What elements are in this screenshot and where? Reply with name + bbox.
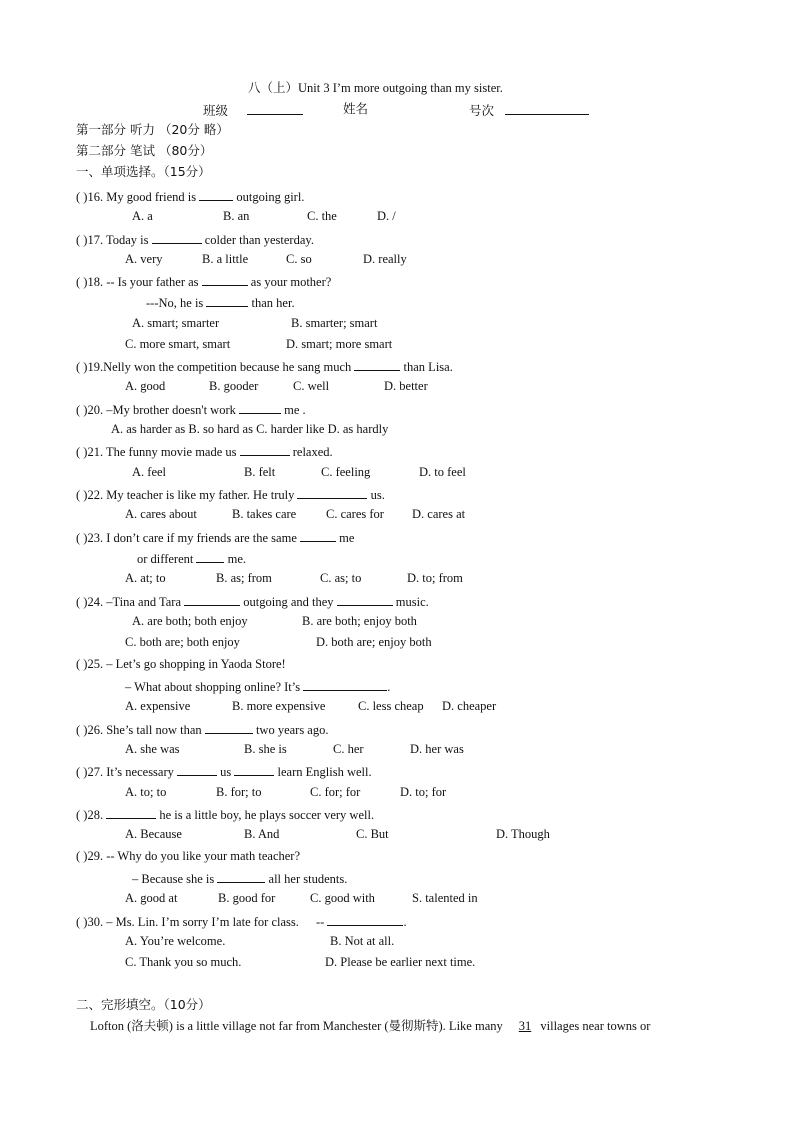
number-label: 号次: [469, 103, 495, 118]
question-25-line2: – What about shopping online? It’s .: [125, 680, 391, 694]
class-field: [203, 103, 303, 118]
option: A. are both; both enjoy: [132, 614, 248, 628]
question-20: ( )20. –My brother doesn't work me .: [76, 403, 306, 417]
blank[interactable]: [184, 594, 240, 606]
option: A. to; to: [125, 785, 167, 799]
question-25: ( )25. – Let’s go shopping in Yaoda Store!: [76, 657, 286, 671]
cloze-passage: Lofton (洛夫顿) is a little village not far from Manchester (曼彻斯特). Like many 31 villages near towns or: [90, 1019, 651, 1033]
option: C. the: [307, 209, 337, 223]
blank[interactable]: [303, 679, 387, 691]
option: B. good for: [218, 891, 276, 905]
option: A. expensive: [125, 699, 191, 713]
number-field: [469, 103, 589, 118]
question-30: ( )30. – Ms. Lin. I’m sorry I’m late for class. -- .: [76, 915, 407, 929]
option: B. are both; enjoy both: [302, 614, 417, 628]
option: B. she is: [244, 742, 287, 756]
option: C. for; for: [310, 785, 361, 799]
part2-heading: 第二部分 笔试 （80分）: [76, 143, 213, 158]
question-17: ( )17. Today is colder than yesterday.: [76, 233, 314, 247]
option: D. /: [377, 209, 396, 223]
part1-heading: 第一部分 听力 （20分 略）: [76, 122, 229, 137]
option: D. to feel: [419, 465, 466, 479]
option: B. And: [244, 827, 280, 841]
option: D. both are; enjoy both: [316, 635, 432, 649]
question-29-line2: – Because she is all her students.: [132, 872, 348, 886]
blank[interactable]: [240, 444, 290, 456]
blank[interactable]: [152, 232, 202, 244]
option: S. talented in: [412, 891, 478, 905]
question-19: ( )19.Nelly won the competition because he sang much than Lisa.: [76, 360, 453, 374]
option: D. Please be earlier next time.: [325, 955, 476, 969]
page-title: 八（上）Unit 3 I’m more outgoing than my sister.: [248, 81, 503, 95]
option: B. as; from: [216, 571, 272, 585]
option: A. good: [125, 379, 166, 393]
class-blank[interactable]: [247, 103, 303, 115]
option: B. gooder: [209, 379, 259, 393]
blank[interactable]: [202, 274, 248, 286]
options-line: A. as harder as B. so hard as C. harder like D. as hardly: [111, 422, 389, 436]
question-29: ( )29. -- Why do you like your math teacher?: [76, 849, 300, 863]
option: C. Thank you so much.: [125, 955, 242, 969]
class-label: 班级: [203, 103, 229, 118]
blank[interactable]: [205, 722, 253, 734]
option: D. smart; more smart: [286, 337, 393, 351]
option: B. felt: [244, 465, 276, 479]
option: B. takes care: [232, 507, 297, 521]
question-18: ( )18. -- Is your father as as your mother?: [76, 275, 332, 289]
question-26: ( )26. She’s tall now than two years ago.: [76, 723, 329, 737]
option: C. But: [356, 827, 389, 841]
question-16: ( )16. My good friend is outgoing girl.: [76, 190, 305, 204]
option: A. very: [125, 252, 163, 266]
blank[interactable]: [217, 871, 265, 883]
option: A. You’re welcome.: [125, 934, 226, 948]
blank[interactable]: [234, 764, 274, 776]
option: D. cheaper: [442, 699, 497, 713]
option: D. Though: [496, 827, 550, 841]
blank[interactable]: [327, 914, 403, 926]
option: B. an: [223, 209, 250, 223]
option: D. her was: [410, 742, 464, 756]
option: C. as; to: [320, 571, 362, 585]
question-28: ( )28. he is a little boy, he plays soccer very well.: [76, 808, 375, 822]
blank[interactable]: [196, 551, 224, 563]
option: C. so: [286, 252, 312, 266]
option: B. for; to: [216, 785, 262, 799]
option: D. to; from: [407, 571, 463, 585]
name-label: 姓名: [343, 101, 369, 116]
option: A. cares about: [125, 507, 197, 521]
option: B. Not at all.: [330, 934, 395, 948]
question-23-line2: or different me.: [137, 552, 246, 566]
blank-31[interactable]: 31: [518, 1019, 532, 1033]
blank[interactable]: [354, 359, 400, 371]
question-24: ( )24. –Tina and Tara outgoing and they music.: [76, 595, 429, 609]
question-27: ( )27. It’s necessary us learn English well.: [76, 765, 372, 779]
option: C. her: [333, 742, 364, 756]
question-22: ( )22. My teacher is like my father. He truly us.: [76, 488, 385, 502]
section2-heading: 二、完形填空。（10分）: [76, 997, 211, 1012]
option: D. to; for: [400, 785, 447, 799]
question-23: ( )23. I don’t care if my friends are the same me: [76, 531, 355, 545]
option: C. more smart, smart: [125, 337, 231, 351]
option: C. both are; both enjoy: [125, 635, 240, 649]
option: A. at; to: [125, 571, 166, 585]
option: A. smart; smarter: [132, 316, 220, 330]
option: A. Because: [125, 827, 182, 841]
option: C. less cheap: [358, 699, 424, 713]
option: A. good at: [125, 891, 178, 905]
blank[interactable]: [199, 189, 233, 201]
section1-heading: 一、单项选择。（15分）: [76, 164, 211, 179]
blank[interactable]: [337, 594, 393, 606]
blank[interactable]: [206, 295, 248, 307]
option: B. a little: [202, 252, 249, 266]
option: C. good with: [310, 891, 375, 905]
number-blank[interactable]: [505, 103, 589, 115]
option: A. a: [132, 209, 153, 223]
question-18-line2: ---No, he is than her.: [146, 296, 295, 310]
option: B. smarter; smart: [291, 316, 378, 330]
option: D. cares at: [412, 507, 466, 521]
option: D. really: [363, 252, 407, 266]
option: C. feeling: [321, 465, 371, 479]
blank[interactable]: [297, 487, 367, 499]
blank[interactable]: [239, 402, 281, 414]
option: D. better: [384, 379, 428, 393]
option: A. she was: [125, 742, 180, 756]
question-21: ( )21. The funny movie made us relaxed.: [76, 445, 333, 459]
option: B. more expensive: [232, 699, 326, 713]
blank[interactable]: [300, 530, 336, 542]
option: C. well: [293, 379, 330, 393]
blank[interactable]: [106, 807, 156, 819]
option: C. cares for: [326, 507, 384, 521]
blank[interactable]: [177, 764, 217, 776]
option: A. feel: [132, 465, 167, 479]
